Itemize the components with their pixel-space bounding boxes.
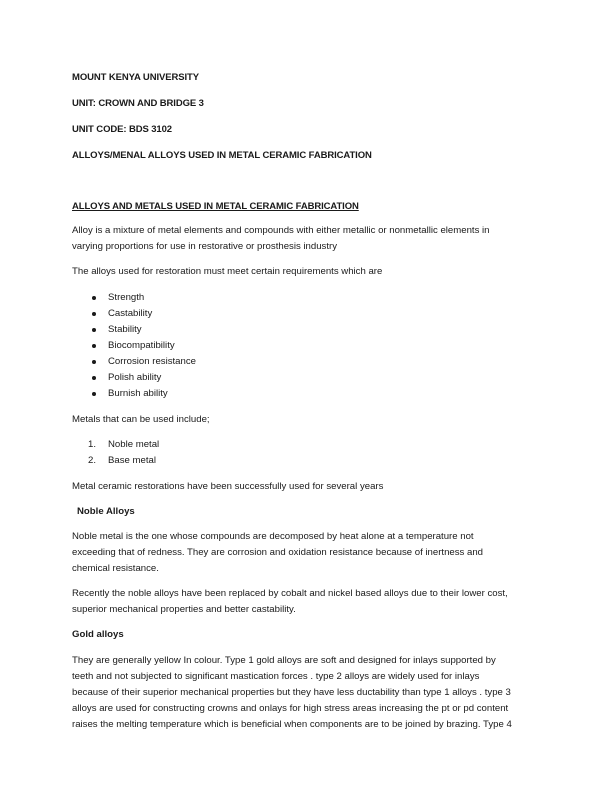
gold-line: alloys are used for constructing crowns and onlays for high stress areas increasing the pt or pd content (72, 703, 509, 714)
gold-line: teeth and not subjected to significant mastication forces . type 2 alloys are widely used for inlays (72, 671, 480, 682)
intro-paragraph (72, 223, 542, 255)
intro-line: Alloy is a mixture of metal elements and compounds with either metallic or nonmetallic elements in (72, 225, 490, 236)
noble-line: exceeding that of redness. They are corrosion and oxidation resistance because of inertness and (72, 547, 484, 558)
list-item: Strength (92, 290, 196, 306)
bullet-icon (92, 296, 96, 300)
success-line: Metal ceramic restorations have been successfully used for several years (72, 481, 384, 492)
noble-paragraph (72, 529, 542, 577)
replaced-line: Recently the noble alloys have been replaced by cobalt and nickel based alloys due to their lower cost, (72, 588, 508, 599)
intro-line: varying proportions for use in restorative or prosthesis industry (72, 241, 338, 252)
unit-title: UNIT: CROWN AND BRIDGE 3 (72, 98, 204, 109)
noble-line: chemical resistance. (72, 563, 159, 574)
metals-intro: Metals that can be used include; (72, 414, 210, 425)
bullet-icon (92, 312, 96, 316)
gold-alloys-heading: Gold alloys (72, 629, 124, 640)
unit-code: UNIT CODE: BDS 3102 (72, 124, 172, 135)
list-item: Corrosion resistance (92, 354, 196, 370)
section-heading: ALLOYS AND METALS USED IN METAL CERAMIC FABRICATION (72, 201, 359, 212)
bullet-icon (92, 344, 96, 348)
requirements-intro: The alloys used for restoration must meet certain requirements which are (72, 266, 383, 277)
gold-line: raises the melting temperature which is beneficial when components are to be joined by brazing. Type 4 (72, 719, 512, 730)
noble-line: Noble metal is the one whose compounds are decomposed by heat alone at a temperature not (72, 531, 474, 542)
list-number: 1. (88, 439, 97, 450)
replaced-line: superior mechanical properties and better castability. (72, 604, 296, 615)
replaced-paragraph (72, 586, 542, 618)
bullet-icon (92, 328, 96, 332)
gold-line: They are generally yellow In colour. Type 1 gold alloys are soft and designed for inlays supported by (72, 655, 496, 666)
gold-paragraph (72, 653, 542, 733)
list-item: 2. Base metal (92, 453, 159, 469)
list-item: Stability (92, 322, 196, 338)
list-item: Burnish ability (92, 386, 196, 402)
list-number: 2. (88, 455, 97, 466)
list-item: 1. Noble metal (92, 437, 159, 453)
noble-alloys-heading: Noble Alloys (77, 506, 135, 517)
list-item: Polish ability (92, 370, 196, 386)
bullet-icon (92, 360, 96, 364)
topic-title: ALLOYS/MENAL ALLOYS USED IN METAL CERAMIC FABRICATION (72, 150, 372, 161)
bullet-icon (92, 392, 96, 396)
gold-line: because of their superior mechanical properties but they have less ductability than type 1 alloys . type 3 (72, 687, 511, 698)
university-name: MOUNT KENYA UNIVERSITY (72, 72, 199, 83)
metals-list (88, 437, 160, 469)
requirements-list (92, 290, 196, 402)
list-item: Castability (92, 306, 196, 322)
bullet-icon (92, 376, 96, 380)
list-item: Biocompatibility (92, 338, 196, 354)
